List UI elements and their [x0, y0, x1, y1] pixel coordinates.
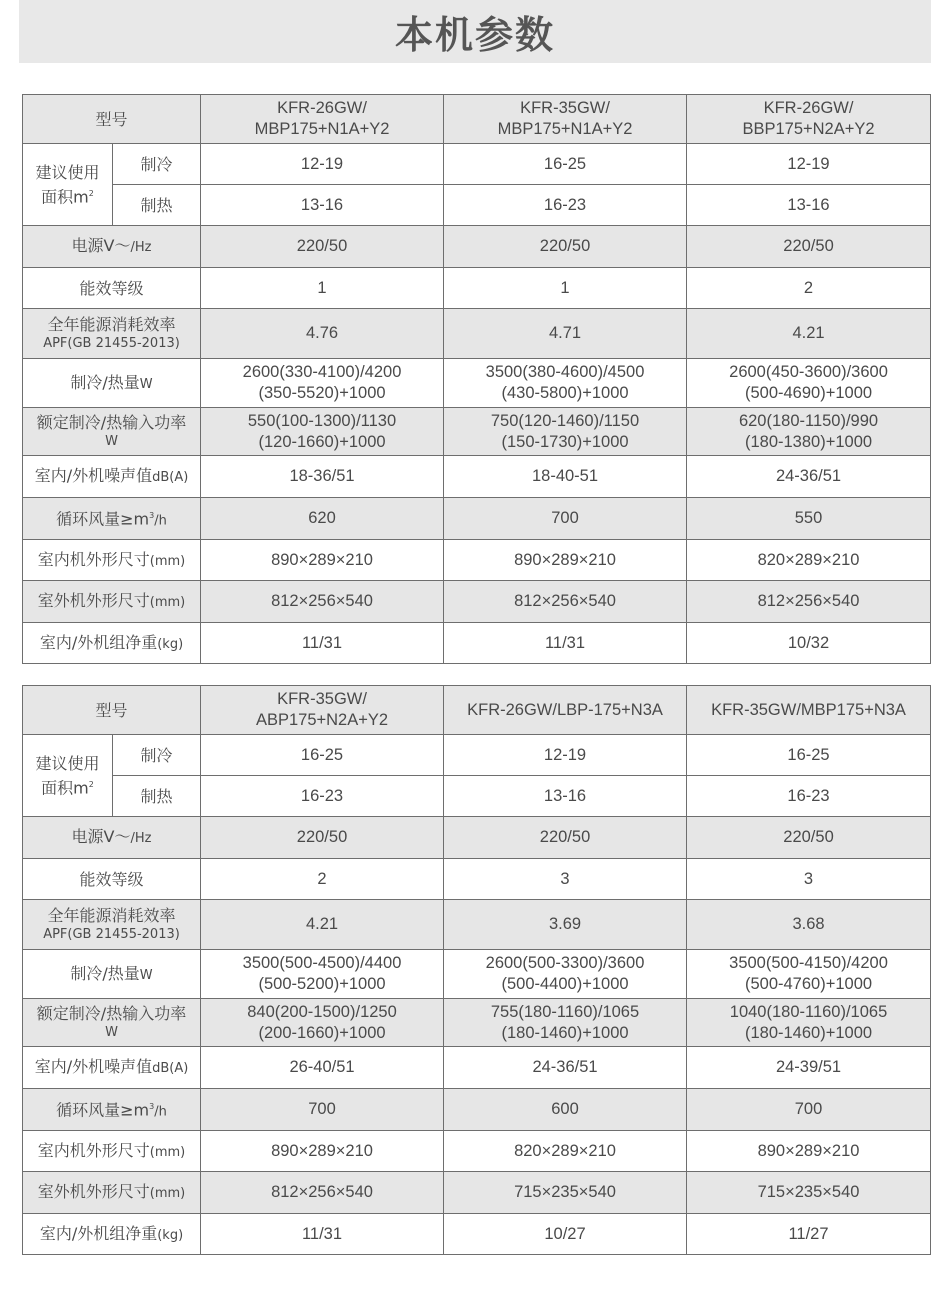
models-value-cell	[687, 95, 931, 144]
airflow-label-main: 循环风量≥m	[56, 1100, 150, 1120]
cooling-label: 制冷	[140, 154, 173, 174]
value: 715×235×540	[757, 1183, 860, 1201]
value: 890×289×210	[271, 550, 373, 569]
weight-label-main: 室内/外机组净重	[39, 632, 158, 652]
outdoor-size-value-cell	[201, 1172, 444, 1214]
airflow-value-cell	[444, 1089, 687, 1131]
value: 3.69	[548, 915, 582, 933]
value-line2: (200-1660)+1000	[258, 1023, 386, 1042]
area-label-line1: 建议使用	[35, 753, 100, 773]
heating-area-value-cell	[687, 776, 931, 817]
rated-power-label-line1: 额定制冷/热输入功率	[36, 413, 187, 432]
value-line2: (180-1380)+1000	[744, 432, 873, 451]
value: 600	[551, 1100, 579, 1118]
value-line1: 1040(180-1160)/1065	[729, 1002, 888, 1021]
value-line2: (120-1660)+1000	[258, 432, 386, 451]
value: 220/50	[539, 828, 591, 846]
row-rated-power	[23, 999, 931, 1047]
value: 700	[794, 1100, 823, 1118]
value-line1: KFR-35GW/	[520, 99, 610, 117]
value: 12-19	[300, 154, 344, 173]
value: 18-36/51	[289, 467, 355, 485]
outdoor-size-value-cell	[444, 581, 687, 623]
value-line1: 3500(500-4500)/4400	[242, 954, 402, 972]
row-cooling-area	[23, 735, 931, 776]
power-label-cell	[23, 226, 201, 268]
title-banner	[19, 0, 931, 63]
airflow-label-sup: 3	[149, 1102, 155, 1112]
rated-power-label-cell	[23, 999, 201, 1047]
value-line2: ABP175+N2A+Y2	[255, 711, 389, 729]
capacity-value-cell	[444, 359, 687, 408]
capacity-label-unit: W	[139, 967, 153, 983]
capacity-value-cell	[687, 950, 931, 999]
value: 4.76	[305, 324, 339, 342]
noise-label-cell	[23, 456, 201, 498]
apf-value-cell	[687, 900, 931, 950]
value: 16-25	[300, 745, 344, 764]
power-value-cell	[444, 226, 687, 268]
value: 24-36/51	[775, 467, 842, 485]
capacity-value-cell	[201, 950, 444, 999]
apf-label-line1: 全年能源消耗效率	[47, 906, 176, 925]
area-label-sup: 2	[88, 779, 94, 789]
outdoor-size-label-unit: (mm)	[149, 595, 186, 610]
apf-value-cell	[687, 309, 931, 359]
weight-label-unit: (kg)	[157, 636, 184, 652]
indoor-size-label-cell	[23, 1131, 201, 1172]
row-power	[23, 817, 931, 859]
row-airflow	[23, 1089, 931, 1131]
capacity-value-cell	[444, 950, 687, 999]
apf-value-cell	[201, 900, 444, 950]
value: 11/27	[788, 1224, 829, 1243]
airflow-label-cell	[23, 498, 201, 540]
row-grade	[23, 268, 931, 309]
rated-power-label-cell	[23, 408, 201, 456]
value: 700	[308, 1100, 336, 1118]
models-value-cell	[444, 686, 687, 735]
weight-value-cell	[201, 623, 444, 664]
weight-label-cell	[23, 623, 201, 664]
noise-value-cell	[687, 456, 931, 498]
row-models	[23, 686, 931, 735]
weight-label-main: 室内/外机组净重	[39, 1223, 158, 1243]
spec-table-2	[22, 685, 931, 1255]
value: 13-16	[543, 786, 587, 805]
value-line1: KFR-26GW/	[277, 99, 367, 117]
value: 12-19	[543, 745, 587, 764]
row-grade	[23, 859, 931, 900]
rated-power-value-cell	[687, 408, 931, 456]
value: 2	[317, 869, 327, 888]
value: 13-16	[300, 195, 344, 214]
value: 715×235×540	[514, 1183, 616, 1201]
value: 3	[560, 869, 570, 888]
value: 2	[803, 278, 814, 297]
apf-label-cell	[23, 309, 201, 359]
value-line2: MBP175+N1A+Y2	[254, 120, 390, 138]
rated-power-label-line2: W	[105, 434, 118, 449]
row-airflow	[23, 498, 931, 540]
value-line1: 2600(500-3300)/3600	[485, 954, 645, 972]
noise-label-unit: dB(A)	[152, 1061, 189, 1076]
heating-area-value-cell	[444, 185, 687, 226]
grade-label-cell	[23, 268, 201, 309]
heating-label: 制热	[140, 195, 173, 215]
power-label-main: 电源V～	[71, 827, 131, 846]
value: 812×256×540	[757, 592, 860, 610]
value-line1: 3500(380-4600)/4500	[485, 363, 645, 381]
power-value-cell	[444, 817, 687, 859]
weight-value-cell	[444, 1214, 687, 1255]
value: 890×289×210	[271, 1141, 373, 1160]
value: 16-23	[543, 195, 587, 214]
area-label-cell	[23, 735, 113, 817]
value-line1: KFR-26GW/	[763, 99, 854, 117]
value: 11/31	[544, 633, 586, 652]
indoor-size-label-main: 室内机外形尺寸	[37, 1140, 150, 1160]
rated-power-value-cell	[201, 999, 444, 1047]
power-label-unit: /Hz	[130, 831, 152, 846]
value-line1: KFR-26GW/LBP-175+N3A	[467, 700, 663, 719]
row-weight	[23, 623, 931, 664]
apf-label-cell	[23, 900, 201, 950]
outdoor-size-label-unit: (mm)	[149, 1186, 186, 1201]
models-value-cell	[201, 686, 444, 735]
value: 220/50	[296, 828, 348, 846]
rated-power-label-line2: W	[105, 1025, 118, 1040]
area-label-line1: 建议使用	[35, 162, 100, 182]
value: 812×256×540	[271, 592, 373, 610]
rated-power-value-cell	[444, 408, 687, 456]
apf-value-cell	[201, 309, 444, 359]
outdoor-size-value-cell	[687, 581, 931, 623]
grade-value-cell	[444, 859, 687, 900]
value: 16-23	[787, 786, 830, 805]
value: 4.21	[792, 324, 825, 342]
airflow-label-sup: 3	[149, 511, 155, 521]
value: 220/50	[783, 237, 834, 255]
power-value-cell	[687, 817, 931, 859]
value: 1	[317, 278, 327, 297]
capacity-label-main: 制冷/热量	[70, 963, 140, 983]
value-line1: KFR-35GW/	[277, 690, 367, 708]
models-label-cell	[23, 95, 201, 144]
row-heating-area	[23, 185, 931, 226]
heating-label-cell	[113, 185, 201, 226]
rated-power-value-cell	[444, 999, 687, 1047]
rated-power-value-cell	[201, 408, 444, 456]
power-value-cell	[687, 226, 931, 268]
value-line2: (350-5520)+1000	[258, 384, 386, 402]
value-line2: BBP175+N2A+Y2	[742, 120, 875, 138]
apf-label-line2: APF(GB 21455-2013)	[43, 336, 180, 351]
models-label: 型号	[95, 700, 128, 720]
models-value-cell	[444, 95, 687, 144]
value: 16-25	[543, 154, 587, 173]
noise-value-cell	[201, 456, 444, 498]
page-title: 本机参数	[394, 13, 555, 57]
outdoor-size-label-cell	[23, 581, 201, 623]
value-line1: 840(200-1500)/1250	[247, 1002, 397, 1021]
weight-value-cell	[687, 623, 931, 664]
heating-area-value-cell	[444, 776, 687, 817]
value-line2: (500-4760)+1000	[744, 975, 873, 993]
power-label-main: 电源V～	[71, 236, 131, 255]
value: 220/50	[539, 237, 591, 255]
value-line1: 550(100-1300)/1130	[247, 411, 397, 430]
value: 890×289×210	[514, 550, 616, 569]
cooling-label-cell	[113, 144, 201, 185]
row-weight	[23, 1214, 931, 1255]
area-label-text: 面积m	[41, 778, 89, 798]
value: 220/50	[296, 237, 348, 255]
rated-power-label-line1: 额定制冷/热输入功率	[36, 1004, 187, 1023]
area-label-line2	[25, 183, 110, 207]
value: 550	[794, 509, 823, 527]
grade-label: 能效等级	[79, 869, 144, 889]
weight-label-cell	[23, 1214, 201, 1255]
indoor-size-label-cell	[23, 540, 201, 581]
indoor-size-value-cell	[687, 1131, 931, 1172]
rated-power-value-cell	[687, 999, 931, 1047]
value: 18-40-51	[531, 467, 599, 485]
apf-value-cell	[444, 309, 687, 359]
grade-label: 能效等级	[79, 278, 144, 298]
row-outdoor-size	[23, 1172, 931, 1214]
power-value-cell	[201, 226, 444, 268]
capacity-label-unit: W	[139, 376, 153, 392]
area-label-text: 面积m	[41, 187, 89, 207]
row-rated-power	[23, 408, 931, 456]
row-capacity	[23, 950, 931, 999]
value-line1: 2600(450-3600)/3600	[729, 363, 888, 381]
grade-value-cell	[687, 268, 931, 309]
outdoor-size-value-cell	[444, 1172, 687, 1214]
grade-value-cell	[201, 268, 444, 309]
area-label-line2	[25, 774, 110, 798]
cooling-area-value-cell	[201, 144, 444, 185]
capacity-label-cell	[23, 950, 201, 999]
area-label-cell	[23, 144, 113, 226]
cooling-area-value-cell	[687, 735, 931, 776]
cooling-label: 制冷	[140, 745, 173, 765]
value-line1: 620(180-1150)/990	[738, 411, 879, 430]
noise-label-main: 室内/外机噪声值	[34, 466, 153, 485]
cooling-area-value-cell	[687, 144, 931, 185]
models-label-cell	[23, 686, 201, 735]
airflow-value-cell	[201, 498, 444, 540]
grade-value-cell	[687, 859, 931, 900]
grade-label-cell	[23, 859, 201, 900]
row-indoor-size	[23, 1131, 931, 1172]
value: 3	[803, 869, 814, 888]
spec-table-1	[22, 94, 931, 664]
power-label-unit: /Hz	[130, 240, 152, 255]
value-line2: (500-5200)+1000	[258, 975, 386, 993]
indoor-size-label-unit: (mm)	[149, 553, 186, 569]
capacity-label-cell	[23, 359, 201, 408]
value: 812×256×540	[514, 592, 616, 610]
value: 16-25	[787, 745, 830, 764]
capacity-value-cell	[687, 359, 931, 408]
indoor-size-value-cell	[201, 540, 444, 581]
cooling-area-value-cell	[201, 735, 444, 776]
value-line1: KFR-35GW/MBP175+N3A	[711, 700, 906, 719]
models-label: 型号	[95, 109, 128, 129]
value: 812×256×540	[271, 1183, 373, 1201]
value-line2: (150-1730)+1000	[501, 432, 629, 451]
airflow-value-cell	[444, 498, 687, 540]
heating-area-value-cell	[687, 185, 931, 226]
value: 890×289×210	[757, 1141, 860, 1160]
power-label-cell	[23, 817, 201, 859]
value: 620	[308, 509, 336, 527]
value-line2: (430-5800)+1000	[501, 384, 629, 402]
noise-label-main: 室内/外机噪声值	[34, 1057, 153, 1076]
row-outdoor-size	[23, 581, 931, 623]
value-line1: 3500(500-4150)/4200	[729, 954, 888, 972]
noise-value-cell	[687, 1047, 931, 1089]
cooling-label-cell	[113, 735, 201, 776]
row-noise	[23, 1047, 931, 1089]
value: 26-40/51	[289, 1058, 355, 1076]
noise-label-cell	[23, 1047, 201, 1089]
airflow-value-cell	[201, 1089, 444, 1131]
airflow-label-main: 循环风量≥m	[56, 509, 150, 529]
models-value-cell	[201, 95, 444, 144]
value-line2: MBP175+N1A+Y2	[497, 120, 633, 138]
airflow-label-unit: /h	[154, 513, 167, 529]
row-noise	[23, 456, 931, 498]
airflow-value-cell	[687, 1089, 931, 1131]
airflow-value-cell	[687, 498, 931, 540]
apf-label-line2: APF(GB 21455-2013)	[43, 927, 180, 942]
row-cooling-area	[23, 144, 931, 185]
heating-label-cell	[113, 776, 201, 817]
weight-value-cell	[687, 1214, 931, 1255]
noise-label-unit: dB(A)	[152, 470, 189, 485]
outdoor-size-value-cell	[687, 1172, 931, 1214]
noise-value-cell	[444, 1047, 687, 1089]
value: 10/27	[544, 1224, 586, 1243]
airflow-label-cell	[23, 1089, 201, 1131]
value: 700	[551, 509, 579, 527]
value: 1	[560, 278, 570, 297]
outdoor-size-label-cell	[23, 1172, 201, 1214]
value: 4.21	[305, 915, 339, 933]
row-heating-area	[23, 776, 931, 817]
weight-value-cell	[201, 1214, 444, 1255]
value: 820×289×210	[757, 550, 860, 569]
capacity-label-main: 制冷/热量	[70, 372, 140, 392]
grade-value-cell	[201, 859, 444, 900]
value: 12-19	[787, 154, 830, 173]
heating-area-value-cell	[201, 776, 444, 817]
value-line1: 755(180-1160)/1065	[490, 1002, 640, 1021]
value: 11/31	[301, 1224, 343, 1243]
weight-value-cell	[444, 623, 687, 664]
row-apf	[23, 309, 931, 359]
cooling-area-value-cell	[444, 144, 687, 185]
airflow-label-unit: /h	[154, 1104, 167, 1120]
outdoor-size-label-main: 室外机外形尺寸	[37, 591, 150, 610]
noise-value-cell	[444, 456, 687, 498]
heating-area-value-cell	[201, 185, 444, 226]
value: 11/31	[301, 633, 343, 652]
value: 13-16	[787, 195, 830, 214]
noise-value-cell	[201, 1047, 444, 1089]
capacity-value-cell	[201, 359, 444, 408]
value: 16-23	[300, 786, 344, 805]
value: 24-39/51	[775, 1058, 842, 1076]
power-value-cell	[201, 817, 444, 859]
row-indoor-size	[23, 540, 931, 581]
indoor-size-label-unit: (mm)	[149, 1144, 186, 1160]
value: 220/50	[783, 828, 834, 846]
models-value-cell	[687, 686, 931, 735]
row-apf	[23, 900, 931, 950]
value: 3.68	[792, 915, 825, 933]
value: 820×289×210	[514, 1141, 616, 1160]
indoor-size-value-cell	[201, 1131, 444, 1172]
value-line1: 2600(330-4100)/4200	[242, 363, 402, 381]
apf-label-line1: 全年能源消耗效率	[47, 315, 176, 334]
outdoor-size-value-cell	[201, 581, 444, 623]
indoor-size-value-cell	[444, 1131, 687, 1172]
heating-label: 制热	[140, 786, 173, 806]
area-label-sup: 2	[88, 188, 94, 198]
indoor-size-value-cell	[687, 540, 931, 581]
outdoor-size-label-main: 室外机外形尺寸	[37, 1182, 150, 1201]
value-line2: (180-1460)+1000	[744, 1023, 873, 1042]
row-capacity	[23, 359, 931, 408]
value-line1: 750(120-1460)/1150	[490, 411, 640, 430]
row-power	[23, 226, 931, 268]
indoor-size-label-main: 室内机外形尺寸	[37, 549, 150, 569]
row-models	[23, 95, 931, 144]
value-line2: (500-4690)+1000	[744, 384, 873, 402]
apf-value-cell	[444, 900, 687, 950]
grade-value-cell	[444, 268, 687, 309]
value: 10/32	[787, 633, 830, 652]
value-line2: (180-1460)+1000	[501, 1023, 629, 1042]
value: 4.71	[548, 324, 582, 342]
value: 24-36/51	[532, 1058, 598, 1076]
value-line2: (500-4400)+1000	[501, 975, 629, 993]
indoor-size-value-cell	[444, 540, 687, 581]
cooling-area-value-cell	[444, 735, 687, 776]
weight-label-unit: (kg)	[157, 1227, 184, 1243]
